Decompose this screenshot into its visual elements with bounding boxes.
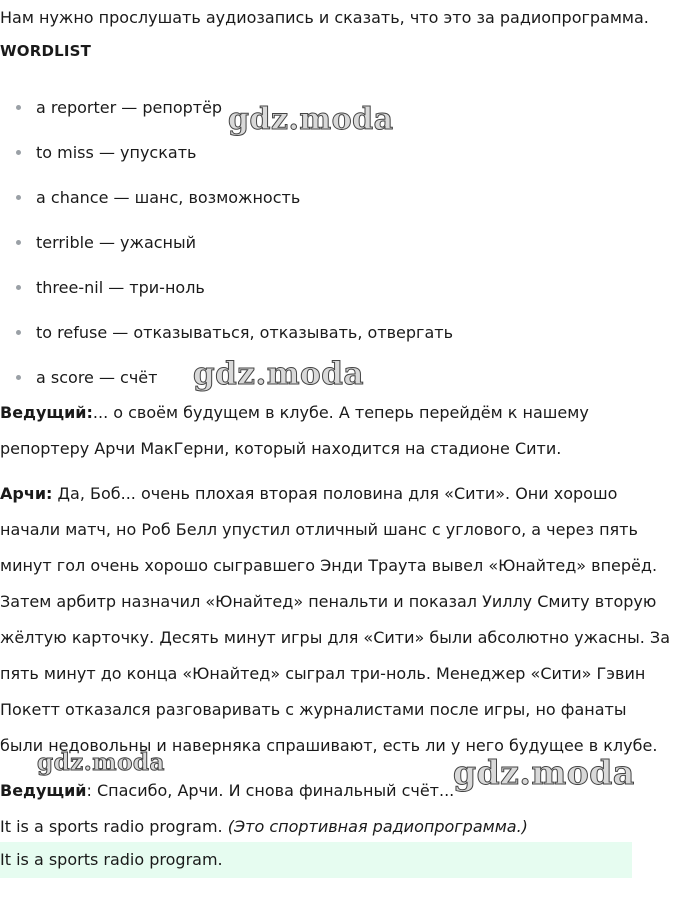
- bullet-dot-icon: [16, 240, 21, 245]
- conclusion-text: It is a sports radio program.: [0, 817, 228, 836]
- speaker-label: Ведущий: [0, 781, 87, 800]
- wordlist-item-text: a score — счёт: [36, 368, 158, 387]
- dialogue-archie: [0, 476, 672, 764]
- wordlist: [0, 85, 453, 400]
- wordlist-item: [0, 355, 453, 400]
- wordlist-item: [0, 85, 453, 130]
- watermark-logo: gdz.moda: [193, 356, 364, 392]
- conclusion-line: [0, 809, 672, 845]
- bullet-dot-icon: [16, 150, 21, 155]
- wordlist-item-text: to refuse — отказываться, отказывать, отвергать: [36, 323, 454, 342]
- intro-text: Нам нужно прослушать аудиозапись и сказать, что это за радиопрограмма.: [0, 8, 649, 27]
- wordlist-item: [0, 220, 453, 265]
- speaker-label: Арчи:: [0, 484, 53, 503]
- speaker-label: Ведущий:: [0, 403, 93, 422]
- bullet-dot-icon: [16, 105, 21, 110]
- dialogue-host-intro: [0, 395, 672, 467]
- wordlist-item-text: to miss — упускать: [36, 143, 197, 162]
- wordlist-item-text: a chance — шанс, возможность: [36, 188, 301, 207]
- wordlist-item: [0, 265, 453, 310]
- bullet-dot-icon: [16, 195, 21, 200]
- conclusion-translation: (Это спортивная радиопрограмма.): [227, 817, 528, 836]
- wordlist-heading: WORDLIST: [0, 42, 92, 60]
- watermark-logo: gdz.moda: [37, 749, 165, 776]
- bullet-dot-icon: [16, 330, 21, 335]
- bullet-dot-icon: [16, 375, 21, 380]
- answer-box: It is a sports radio program.: [0, 842, 632, 878]
- dialogue-text: : Спасибо, Арчи. И снова финальный счёт...: [86, 781, 455, 800]
- wordlist-item: [0, 175, 453, 220]
- bullet-dot-icon: [16, 285, 21, 290]
- wordlist-item-text: three-nil — три-ноль: [36, 278, 205, 297]
- dialogue-text: Да, Боб... очень плохая вторая половина для «Сити». Они хорошо начали матч, но Роб Белл упустил отличный шанс с углового, а через пять минут гол очень хорошо сыгравшего Энди Траута вывел «Юнайтед» вперёд. Затем арбитр назначил «Юнайтед» пенальти и показал Уиллу Смиту вторую жёлтую карточку. Десять минут игры для «Сити» были абсолютно ужасны. За пять минут до конца «Юнайтед» сыграл три-ноль. Менеджер «Сити» Гэвин Покетт отказался разговаривать с журналистами после игры, но фанаты были недовольны и наверняка спрашивают, есть ли у него будущее в клубе.: [0, 484, 670, 755]
- dialogue-text: ... о своём будущем в клубе. А теперь перейдём к нашему репортеру Арчи МакГерни, который находится на стадионе Сити.: [0, 403, 589, 458]
- dialogue-host-outro: [0, 773, 672, 809]
- wordlist-item: [0, 310, 453, 355]
- watermark-logo: gdz.moda: [453, 753, 635, 792]
- wordlist-item: [0, 130, 453, 175]
- wordlist-item-text: a reporter — репортёр: [36, 98, 223, 117]
- wordlist-item-text: terrible — ужасный: [36, 233, 197, 252]
- watermark-logo: gdz.moda: [228, 102, 394, 137]
